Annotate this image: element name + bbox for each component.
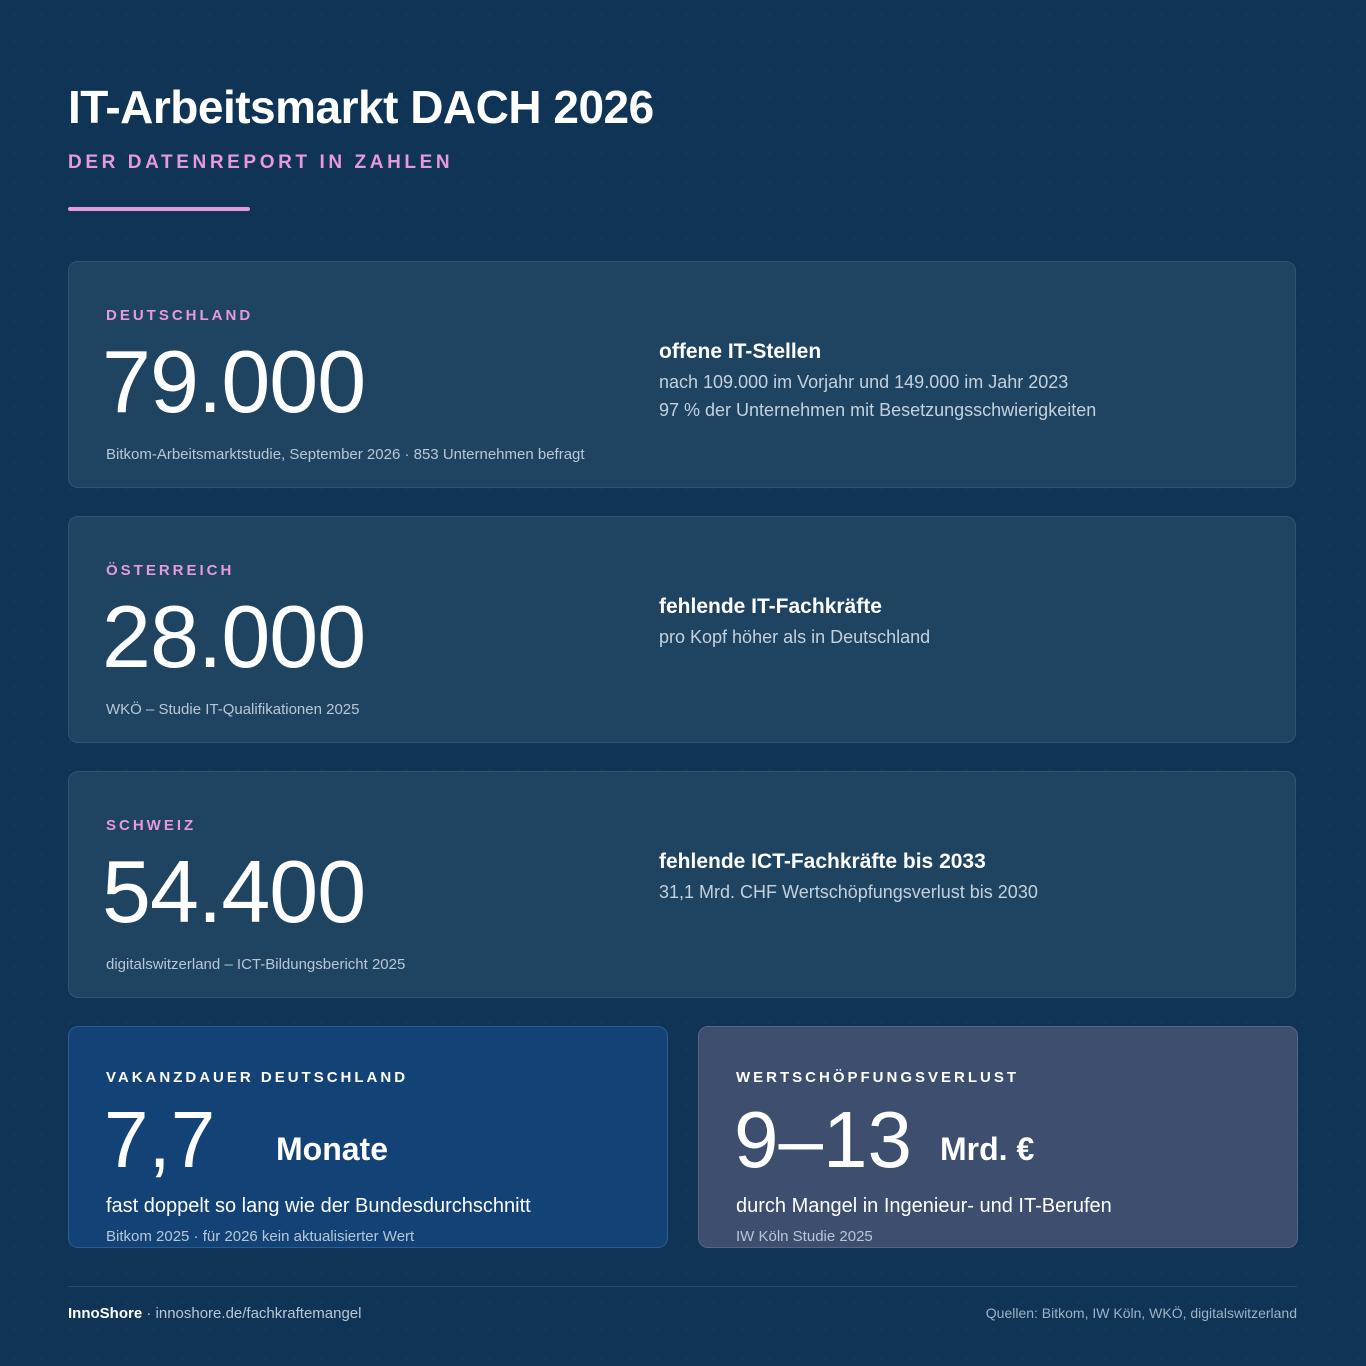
card-country-label: SCHWEIZ [106, 817, 197, 834]
card-deutschland [68, 261, 1296, 488]
accent-divider [68, 207, 250, 211]
card-info-line: pro Kopf höher als in Deutschland [659, 627, 931, 647]
card-big-number: 79.000 [102, 332, 366, 431]
card-country-label: ÖSTERREICH [106, 562, 235, 579]
card-source: Bitkom-Arbeitsmarktstudie, September 2026 · 853 Unternehmen befragt [106, 446, 585, 463]
card-schweiz [68, 771, 1296, 998]
vacancy-source: Bitkom 2025 · für 2026 kein aktualisierter Wert [106, 1228, 415, 1245]
page-title: IT-Arbeitsmarkt DACH 2026 [68, 81, 654, 133]
card-big-number: 28.000 [102, 587, 366, 686]
loss-description: durch Mangel in Ingenieur- und IT-Berufen [736, 1195, 1112, 1217]
vacancy-value: 7,7 [104, 1095, 216, 1184]
card-info [659, 595, 930, 647]
footer-url-link[interactable]: innoshore.de/fachkraftemangel [155, 1305, 362, 1322]
card-info-title: fehlende IT-Fachkräfte [659, 595, 882, 618]
footer-brand-line [68, 1305, 361, 1322]
card-info-title: offene IT-Stellen [659, 340, 822, 363]
vacancy-unit: Monate [276, 1131, 388, 1167]
vacancy-card [68, 1026, 668, 1248]
page-subtitle: DER DATENREPORT IN ZAHLEN [68, 152, 454, 173]
footer-divider [68, 1286, 1297, 1287]
vacancy-description: fast doppelt so lang wie der Bundesdurchschnitt [106, 1195, 531, 1217]
loss-card [698, 1026, 1298, 1248]
card-info [659, 850, 1038, 902]
footer-separator: · [142, 1305, 156, 1322]
vacancy-label: VAKANZDAUER DEUTSCHLAND [106, 1069, 409, 1086]
card-big-number: 54.400 [102, 842, 366, 941]
header [68, 78, 654, 174]
loss-source: IW Köln Studie 2025 [736, 1228, 873, 1245]
card-source: WKÖ – Studie IT-Qualifikationen 2025 [106, 701, 360, 718]
loss-label: WERTSCHÖPFUNGSVERLUST [736, 1069, 1020, 1086]
card-info [659, 340, 1096, 420]
footer-sources: Quellen: Bitkom, IW Köln, WKÖ, digitalswitzerland [985, 1305, 1297, 1321]
card-info-line: 97 % der Unternehmen mit Besetzungsschwierigkeiten [659, 400, 1097, 420]
card-source: digitalswitzerland – ICT-Bildungsbericht 2025 [106, 956, 406, 973]
card-country-label: DEUTSCHLAND [106, 307, 254, 324]
loss-value: 9–13 [734, 1095, 912, 1184]
footer-brand: InnoShore [68, 1305, 143, 1322]
card-info-line: 31,1 Mrd. CHF Wertschöpfungsverlust bis 2030 [659, 882, 1038, 902]
card-oesterreich [68, 516, 1296, 743]
card-info-line: nach 109.000 im Vorjahr und 149.000 im Jahr 2023 [659, 372, 1069, 392]
loss-unit: Mrd. € [940, 1131, 1035, 1167]
card-info-title: fehlende ICT-Fachkräfte bis 2033 [659, 850, 986, 873]
